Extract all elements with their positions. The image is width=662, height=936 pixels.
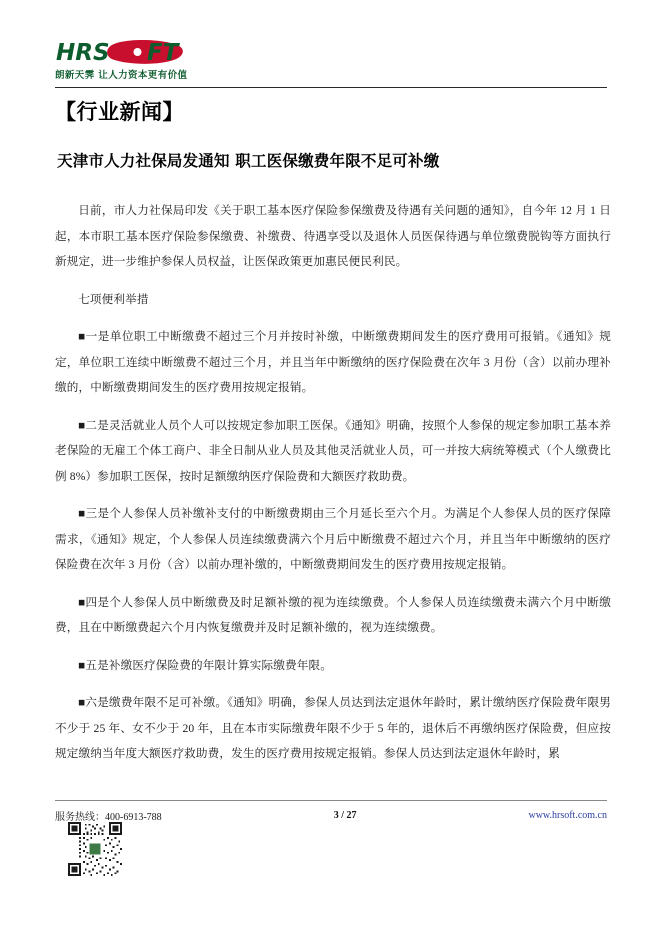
brand-tagline: 朗新天霁 让人力资本更有价值 [55,70,188,81]
footer-divider [55,800,607,801]
article-body [55,198,611,778]
qr-code-icon [68,822,122,876]
hrsoft-wordmark-icon [55,40,225,66]
paragraph-measure-6: ■六是缴费年限不足可补缴。《通知》明确，参保人员达到法定退休年龄时，累计缴纳医疗保险费年限男不少于 25 年、女不少于 20 年，且在本市实际缴费年限不少于 5 年的，退休后不再缴纳医疗保险费，但应按规定缴纳当年度大额医疗救助费，发生的医疗费用按规定报销。参保人员达到法定退休年龄时，累 [55,696,611,760]
brand-logo [55,40,235,81]
paragraph-measure-2: ■二是灵活就业人员个人可以按规定参加职工医保。《通知》明确，按照个人参保的规定参加职工基本养老保险的无雇工个体工商户、非全日制从业人员及其他灵活就业人员，可一并按大病统筹模式（个人缴费比例 8%）参加职工医保，按时足额缴纳医疗保险费和大额医疗救助费。 [55,418,611,483]
footer-website-link[interactable]: www.hrsoft.com.cn [528,809,607,821]
page-header [0,0,662,92]
page-footer [55,804,607,826]
paragraph-intro: 日前，市人力社保局印发《关于职工基本医疗保险参保缴费及待遇有关问题的通知》，自今年 12 月 1 日起，本市职工基本医疗保险参保缴费、补缴费、待遇享受以及退休人员医保待遇与单位缴费脱钩等方面执行新规定，进一步维护参保人员权益，让医保政策更加惠民便民利民。 [55,204,611,268]
footer-hotline: 服务热线：400-6913-788 [55,811,162,823]
svg-text:FT: FT [147,40,179,66]
paragraph-measure-5: ■五是补缴医疗保险费的年限计算实际缴费年限。 [78,658,332,672]
header-divider [55,87,607,88]
article-title: 天津市人力社保局发通知 职工医保缴费年限不足可补缴 [57,152,440,170]
footer-page-number: 3 / 27 [333,809,357,821]
section-heading: 【行业新闻】 [55,100,184,124]
paragraph-measure-4: ■四是个人参保人员中断缴费及时足额补缴的视为连续缴费。个人参保人员连续缴费未满六个月中断缴费，且在中断缴费起六个月内恢复缴费并及时足额补缴的，视为连续缴费。 [55,595,611,634]
svg-text:HRS: HRS [56,40,110,66]
paragraph-measure-3: ■三是个人参保人员补缴补支付的中断缴费期由三个月延长至六个月。为满足个人参保人员的医疗保障需求，《通知》规定，个人参保人员连续缴费满六个月后中断缴费不超过六个月，并且当年中断缴纳的医疗保险费在次年 3 月份（含）以前办理补缴的，中断缴费期间发生的医疗费用按规定报销。 [55,507,611,571]
paragraph-measure-1: ■一是单位职工中断缴费不超过三个月并按时补缴，中断缴费期间发生的医疗费用可报销。《通知》规定，单位职工连续中断缴费不超过三个月，并且当年中断缴纳的医疗保险费在次年 3 月份（含）以前办理补缴的，中断缴费期间发生的医疗费用按规定报销。 [55,330,611,394]
paragraph-subheading: 七项便利举措 [78,292,149,306]
